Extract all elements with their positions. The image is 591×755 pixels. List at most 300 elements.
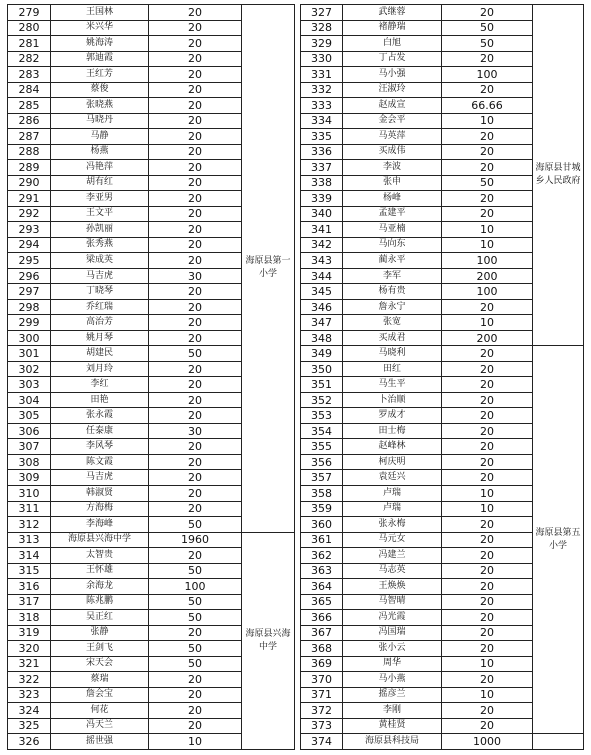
row-number-cell: 292 (8, 206, 51, 222)
amount-cell: 20 (149, 237, 242, 253)
donor-name-cell: 刘月玲 (51, 361, 149, 377)
donor-name-cell: 姚月琴 (51, 330, 149, 346)
amount-cell: 20 (442, 563, 533, 579)
donor-name-cell: 张永梅 (343, 517, 442, 533)
row-number-cell: 352 (301, 392, 343, 408)
amount-cell: 20 (442, 439, 533, 455)
donor-name-cell: 海原县科技局 (343, 734, 442, 750)
amount-cell: 20 (149, 129, 242, 145)
amount-cell: 100 (442, 253, 533, 269)
amount-cell: 1960 (149, 532, 242, 548)
amount-cell: 20 (149, 299, 242, 315)
donor-name-cell: 买成君 (343, 330, 442, 346)
amount-cell: 20 (149, 98, 242, 114)
amount-cell: 20 (442, 470, 533, 486)
donor-name-cell: 米兴华 (51, 20, 149, 36)
amount-cell: 20 (442, 299, 533, 315)
donor-name-cell: 蔡瑞 (51, 672, 149, 688)
donor-name-cell: 马晓丹 (51, 113, 149, 129)
row-number-cell: 296 (8, 268, 51, 284)
row-number-cell: 318 (8, 610, 51, 626)
amount-cell: 20 (149, 470, 242, 486)
donor-name-cell: 冯国瑞 (343, 625, 442, 641)
donor-name-cell: 买成伟 (343, 144, 442, 160)
donor-name-cell: 罗成才 (343, 408, 442, 424)
row-number-cell: 370 (301, 672, 343, 688)
amount-cell: 20 (442, 361, 533, 377)
donor-name-cell: 赵峰林 (343, 439, 442, 455)
amount-cell: 20 (442, 532, 533, 548)
amount-cell: 20 (149, 315, 242, 331)
row-number-cell: 347 (301, 315, 343, 331)
row-number-cell: 312 (8, 517, 51, 533)
row-number-cell: 299 (8, 315, 51, 331)
amount-cell: 66.66 (442, 98, 533, 114)
row-number-cell: 342 (301, 237, 343, 253)
row-number-cell: 321 (8, 656, 51, 672)
table-row (8, 532, 295, 548)
donor-name-cell: 冯光霞 (343, 610, 442, 626)
amount-cell: 20 (442, 703, 533, 719)
donor-name-cell: 马生平 (343, 377, 442, 393)
row-number-cell: 297 (8, 284, 51, 300)
amount-cell: 20 (149, 253, 242, 269)
row-number-cell: 288 (8, 144, 51, 160)
row-number-cell: 295 (8, 253, 51, 269)
donor-name-cell: 马亚楠 (343, 222, 442, 238)
amount-cell: 50 (149, 594, 242, 610)
donor-name-cell: 卜治顺 (343, 392, 442, 408)
row-number-cell: 353 (301, 408, 343, 424)
amount-cell: 10 (442, 237, 533, 253)
donor-name-cell: 丁晓琴 (51, 284, 149, 300)
row-number-cell: 314 (8, 548, 51, 564)
amount-cell: 20 (442, 641, 533, 657)
unit-group-cell: 海原县兴海中学 (242, 532, 295, 749)
donor-name-cell: 蔺永平 (343, 253, 442, 269)
donor-name-cell: 杨有贵 (343, 284, 442, 300)
donor-name-cell: 冯建兰 (343, 548, 442, 564)
row-number-cell: 340 (301, 206, 343, 222)
amount-cell: 20 (442, 610, 533, 626)
donor-name-cell: 田红 (343, 361, 442, 377)
row-number-cell: 354 (301, 423, 343, 439)
amount-cell: 20 (149, 67, 242, 83)
amount-cell: 20 (149, 113, 242, 129)
row-number-cell: 346 (301, 299, 343, 315)
amount-cell: 20 (442, 579, 533, 595)
amount-cell: 20 (149, 36, 242, 52)
amount-cell: 50 (149, 610, 242, 626)
row-number-cell: 359 (301, 501, 343, 517)
donor-name-cell: 张永霞 (51, 408, 149, 424)
amount-cell: 20 (149, 51, 242, 67)
donor-name-cell: 高治芳 (51, 315, 149, 331)
donor-name-cell: 张申 (343, 175, 442, 191)
amount-cell: 10 (442, 222, 533, 238)
amount-cell: 20 (442, 392, 533, 408)
amount-cell: 50 (149, 656, 242, 672)
donor-name-cell: 韩淑贤 (51, 485, 149, 501)
donor-name-cell: 马吉虎 (51, 470, 149, 486)
donor-name-cell: 李风琴 (51, 439, 149, 455)
row-number-cell: 356 (301, 454, 343, 470)
amount-cell: 20 (149, 361, 242, 377)
amount-cell: 20 (442, 206, 533, 222)
unit-group-cell (533, 734, 584, 750)
amount-cell: 20 (149, 20, 242, 36)
row-number-cell: 374 (301, 734, 343, 750)
row-number-cell: 283 (8, 67, 51, 83)
row-number-cell: 330 (301, 51, 343, 67)
row-number-cell: 303 (8, 377, 51, 393)
row-number-cell: 351 (301, 377, 343, 393)
amount-cell: 20 (149, 718, 242, 734)
unit-group-cell: 海原县第五小学 (533, 346, 584, 734)
donor-name-cell: 杨峰 (343, 191, 442, 207)
donor-name-cell: 孟建平 (343, 206, 442, 222)
amount-cell: 20 (442, 625, 533, 641)
donor-name-cell: 汪淑玲 (343, 82, 442, 98)
unit-group-cell: 海原县第一小学 (242, 5, 295, 533)
amount-cell: 20 (442, 82, 533, 98)
donor-name-cell: 马吉虎 (51, 268, 149, 284)
row-number-cell: 349 (301, 346, 343, 362)
row-number-cell: 311 (8, 501, 51, 517)
row-number-cell: 309 (8, 470, 51, 486)
donor-name-cell: 周华 (343, 656, 442, 672)
donor-name-cell: 马小强 (343, 67, 442, 83)
table-row (301, 346, 584, 362)
amount-cell: 20 (149, 5, 242, 21)
donor-name-cell: 李海峰 (51, 517, 149, 533)
donor-name-cell: 卢瑞 (343, 501, 442, 517)
amount-cell: 20 (442, 144, 533, 160)
donor-name-cell: 田士梅 (343, 423, 442, 439)
row-number-cell: 307 (8, 439, 51, 455)
donor-name-cell: 张秀燕 (51, 237, 149, 253)
row-number-cell: 344 (301, 268, 343, 284)
amount-cell: 20 (442, 672, 533, 688)
donor-name-cell: 姚海涛 (51, 36, 149, 52)
amount-cell: 20 (442, 129, 533, 145)
row-number-cell: 361 (301, 532, 343, 548)
row-number-cell: 360 (301, 517, 343, 533)
amount-cell: 20 (442, 408, 533, 424)
donor-name-cell: 摇彦兰 (343, 687, 442, 703)
row-number-cell: 308 (8, 454, 51, 470)
donor-name-cell: 海原县兴海中学 (51, 532, 149, 548)
donor-name-cell: 詹会宝 (51, 687, 149, 703)
row-number-cell: 355 (301, 439, 343, 455)
donor-name-cell: 金会平 (343, 113, 442, 129)
amount-cell: 50 (442, 175, 533, 191)
donor-name-cell: 李军 (343, 268, 442, 284)
row-number-cell: 313 (8, 532, 51, 548)
row-number-cell: 368 (301, 641, 343, 657)
donor-name-cell: 王焕焕 (343, 579, 442, 595)
donor-name-cell: 王剑飞 (51, 641, 149, 657)
row-number-cell: 343 (301, 253, 343, 269)
amount-cell: 100 (442, 284, 533, 300)
amount-cell: 200 (442, 268, 533, 284)
row-number-cell: 316 (8, 579, 51, 595)
donor-name-cell: 宋天会 (51, 656, 149, 672)
amount-cell: 30 (149, 423, 242, 439)
amount-cell: 20 (442, 377, 533, 393)
row-number-cell: 350 (301, 361, 343, 377)
amount-cell: 20 (149, 191, 242, 207)
amount-cell: 20 (442, 191, 533, 207)
amount-cell: 20 (149, 454, 242, 470)
amount-cell: 20 (442, 718, 533, 734)
row-number-cell: 329 (301, 36, 343, 52)
row-number-cell: 287 (8, 129, 51, 145)
row-number-cell: 284 (8, 82, 51, 98)
table-row (8, 5, 295, 21)
donor-name-cell: 杨燕 (51, 144, 149, 160)
donor-name-cell: 吴正红 (51, 610, 149, 626)
amount-cell: 10 (442, 501, 533, 517)
amount-cell: 50 (149, 641, 242, 657)
row-number-cell: 322 (8, 672, 51, 688)
row-number-cell: 280 (8, 20, 51, 36)
row-number-cell: 286 (8, 113, 51, 129)
amount-cell: 30 (149, 268, 242, 284)
row-number-cell: 332 (301, 82, 343, 98)
donor-name-cell: 马晓利 (343, 346, 442, 362)
amount-cell: 20 (442, 517, 533, 533)
amount-cell: 50 (149, 517, 242, 533)
amount-cell: 20 (149, 625, 242, 641)
row-number-cell: 315 (8, 563, 51, 579)
amount-cell: 10 (442, 315, 533, 331)
amount-cell: 10 (442, 113, 533, 129)
row-number-cell: 369 (301, 656, 343, 672)
donor-name-cell: 田艳 (51, 392, 149, 408)
donor-name-cell: 王红芳 (51, 67, 149, 83)
amount-cell: 20 (149, 206, 242, 222)
amount-cell: 100 (442, 67, 533, 83)
donor-name-cell: 胡建民 (51, 346, 149, 362)
table-row (301, 5, 584, 21)
amount-cell: 20 (149, 672, 242, 688)
donor-name-cell: 张小云 (343, 641, 442, 657)
amount-cell: 20 (442, 548, 533, 564)
row-number-cell: 339 (301, 191, 343, 207)
donor-name-cell: 冯天兰 (51, 718, 149, 734)
row-number-cell: 324 (8, 703, 51, 719)
donor-name-cell: 李刚 (343, 703, 442, 719)
row-number-cell: 367 (301, 625, 343, 641)
amount-cell: 20 (149, 377, 242, 393)
row-number-cell: 289 (8, 160, 51, 176)
row-number-cell: 325 (8, 718, 51, 734)
donor-name-cell: 太智贵 (51, 548, 149, 564)
donor-name-cell: 任泰康 (51, 423, 149, 439)
donor-name-cell: 梁成英 (51, 253, 149, 269)
row-number-cell: 328 (301, 20, 343, 36)
row-number-cell: 362 (301, 548, 343, 564)
row-number-cell: 345 (301, 284, 343, 300)
donor-name-cell: 张晓燕 (51, 98, 149, 114)
row-number-cell: 341 (301, 222, 343, 238)
row-number-cell: 336 (301, 144, 343, 160)
row-number-cell: 335 (301, 129, 343, 145)
amount-cell: 20 (442, 5, 533, 21)
donor-name-cell: 乔红瑞 (51, 299, 149, 315)
row-number-cell: 366 (301, 610, 343, 626)
row-number-cell: 298 (8, 299, 51, 315)
row-number-cell: 372 (301, 703, 343, 719)
donor-name-cell: 李波 (343, 160, 442, 176)
amount-cell: 20 (149, 501, 242, 517)
donor-name-cell: 白旭 (343, 36, 442, 52)
donor-name-cell: 黄桂贤 (343, 718, 442, 734)
donation-table-left (7, 4, 295, 750)
row-number-cell: 317 (8, 594, 51, 610)
donor-name-cell: 王文平 (51, 206, 149, 222)
donor-name-cell: 何花 (51, 703, 149, 719)
donation-table-right (300, 4, 584, 750)
row-number-cell: 319 (8, 625, 51, 641)
amount-cell: 20 (149, 485, 242, 501)
row-number-cell: 310 (8, 485, 51, 501)
row-number-cell: 281 (8, 36, 51, 52)
table-row (301, 734, 584, 750)
row-number-cell: 364 (301, 579, 343, 595)
amount-cell: 20 (149, 408, 242, 424)
amount-cell: 20 (149, 703, 242, 719)
row-number-cell: 306 (8, 423, 51, 439)
donor-name-cell: 马志英 (343, 563, 442, 579)
donor-name-cell: 张静 (51, 625, 149, 641)
row-number-cell: 358 (301, 485, 343, 501)
donor-name-cell: 袁廷兴 (343, 470, 442, 486)
donor-name-cell: 王怀雄 (51, 563, 149, 579)
donor-name-cell: 陈兆鹏 (51, 594, 149, 610)
donor-name-cell: 丁占发 (343, 51, 442, 67)
amount-cell: 20 (149, 160, 242, 176)
row-number-cell: 371 (301, 687, 343, 703)
amount-cell: 10 (149, 734, 242, 750)
amount-cell: 50 (442, 36, 533, 52)
amount-cell: 20 (149, 222, 242, 238)
donor-name-cell: 马向东 (343, 237, 442, 253)
row-number-cell: 291 (8, 191, 51, 207)
donor-name-cell: 王国林 (51, 5, 149, 21)
amount-cell: 20 (149, 284, 242, 300)
row-number-cell: 333 (301, 98, 343, 114)
row-number-cell: 304 (8, 392, 51, 408)
row-number-cell: 302 (8, 361, 51, 377)
row-number-cell: 293 (8, 222, 51, 238)
row-number-cell: 334 (301, 113, 343, 129)
row-number-cell: 348 (301, 330, 343, 346)
amount-cell: 200 (442, 330, 533, 346)
row-number-cell: 363 (301, 563, 343, 579)
amount-cell: 20 (442, 594, 533, 610)
row-number-cell: 300 (8, 330, 51, 346)
row-number-cell: 373 (301, 718, 343, 734)
donor-name-cell: 冯艳萍 (51, 160, 149, 176)
donor-name-cell: 张宽 (343, 315, 442, 331)
donor-name-cell: 马智晴 (343, 594, 442, 610)
row-number-cell: 294 (8, 237, 51, 253)
amount-cell: 20 (149, 330, 242, 346)
donor-name-cell: 李红 (51, 377, 149, 393)
amount-cell: 20 (442, 423, 533, 439)
donation-sheet (7, 4, 583, 749)
amount-cell: 20 (149, 392, 242, 408)
row-number-cell: 337 (301, 160, 343, 176)
donor-name-cell: 马静 (51, 129, 149, 145)
row-number-cell: 279 (8, 5, 51, 21)
amount-cell: 10 (442, 656, 533, 672)
amount-cell: 20 (442, 346, 533, 362)
donor-name-cell: 孙凯丽 (51, 222, 149, 238)
row-number-cell: 305 (8, 408, 51, 424)
row-number-cell: 282 (8, 51, 51, 67)
row-number-cell: 357 (301, 470, 343, 486)
row-number-cell: 327 (301, 5, 343, 21)
amount-cell: 20 (149, 82, 242, 98)
amount-cell: 20 (442, 160, 533, 176)
amount-cell: 50 (442, 20, 533, 36)
donor-name-cell: 方海梅 (51, 501, 149, 517)
unit-group-cell: 海原县甘城乡人民政府 (533, 5, 584, 346)
donor-name-cell: 李亚男 (51, 191, 149, 207)
donor-name-cell: 余海龙 (51, 579, 149, 595)
donor-name-cell: 马英萍 (343, 129, 442, 145)
donor-name-cell: 马元女 (343, 532, 442, 548)
row-number-cell: 323 (8, 687, 51, 703)
donor-name-cell: 胡有红 (51, 175, 149, 191)
donor-name-cell: 卢瑞 (343, 485, 442, 501)
amount-cell: 20 (442, 51, 533, 67)
amount-cell: 20 (442, 454, 533, 470)
amount-cell: 100 (149, 579, 242, 595)
donor-name-cell: 陈文霞 (51, 454, 149, 470)
donor-name-cell: 蔡俊 (51, 82, 149, 98)
donor-name-cell: 摇世强 (51, 734, 149, 750)
amount-cell: 20 (149, 144, 242, 160)
amount-cell: 10 (442, 485, 533, 501)
row-number-cell: 285 (8, 98, 51, 114)
amount-cell: 1000 (442, 734, 533, 750)
amount-cell: 50 (149, 563, 242, 579)
amount-cell: 50 (149, 346, 242, 362)
amount-cell: 20 (149, 439, 242, 455)
row-number-cell: 290 (8, 175, 51, 191)
donor-name-cell: 褚静瑞 (343, 20, 442, 36)
row-number-cell: 331 (301, 67, 343, 83)
row-number-cell: 301 (8, 346, 51, 362)
donor-name-cell: 柯庆明 (343, 454, 442, 470)
row-number-cell: 326 (8, 734, 51, 750)
donor-name-cell: 赵成宣 (343, 98, 442, 114)
donor-name-cell: 郭迪霞 (51, 51, 149, 67)
amount-cell: 20 (149, 175, 242, 191)
row-number-cell: 365 (301, 594, 343, 610)
donor-name-cell: 马小燕 (343, 672, 442, 688)
donor-name-cell: 武继蓉 (343, 5, 442, 21)
row-number-cell: 338 (301, 175, 343, 191)
amount-cell: 10 (442, 687, 533, 703)
donor-name-cell: 詹永宁 (343, 299, 442, 315)
amount-cell: 20 (149, 687, 242, 703)
amount-cell: 20 (149, 548, 242, 564)
